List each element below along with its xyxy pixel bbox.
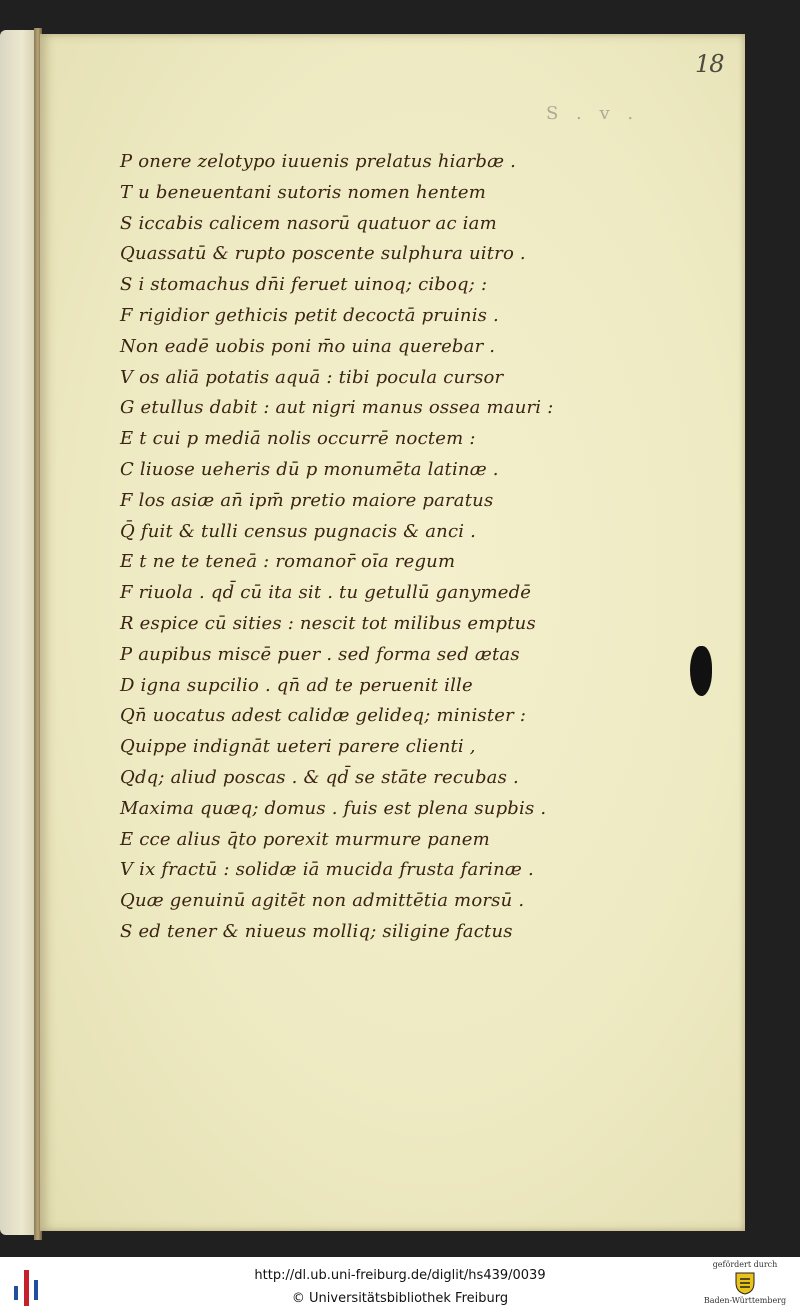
verse-line: Q̄ fuit & tulli census pugnacis & anci . (120, 520, 477, 542)
verse-line: P onere zelotypo iuuenis prelatus hiarbæ . (120, 151, 517, 172)
sponsor-block[interactable] (695, 1260, 795, 1314)
verse-line: Maxima quæq; domus . fuis est plena supbis . (120, 797, 547, 819)
verse-line: G etullus dabit : aut nigri manus ossea mauri : (120, 397, 554, 419)
sponsor-name: Baden-Württemberg (703, 1296, 787, 1305)
permalink-url[interactable]: http://dl.ub.uni-freiburg.de/diglit/hs439/0039 (254, 1268, 546, 1283)
verse-line: S ed tener & niueus molliq; siligine factus (120, 920, 513, 942)
verse-line: S i stomachus dn̄i feruet uinoq; ciboq; : (120, 274, 488, 296)
verse-line: P aupibus miscē puer . sed forma sed ætas (120, 643, 520, 665)
sponsor-label: gefördert durch (712, 1260, 778, 1269)
verse-line: Qdq; aliud poscas . & qd̄ se stāte recubas . (120, 766, 519, 788)
verse-line: E t cui p mediā nolis occurrē noctem : (120, 428, 476, 450)
verse-line: Non eadē uobis poni m̄o uina querebar . (120, 335, 496, 357)
verse-line: S iccabis calicem nasorū quatuor ac iam (120, 212, 497, 234)
quire-mark: S . v . (546, 103, 640, 124)
verse-line: Quæ genuinū agitēt non admittētia morsū . (120, 890, 525, 912)
parchment-hole (690, 646, 712, 696)
verse-line: R espice cū sities : nescit tot milibus emptus (120, 612, 536, 634)
baden-wuerttemberg-crest-icon (734, 1271, 756, 1295)
verse-line: E cce alius q̄to porexit murmure panem (120, 828, 490, 850)
verse-line: C liuose ueheris dū p monumēta latinæ . (120, 458, 499, 480)
verse-line: Qn̄ uocatus adest calidæ gelideq; minister : (120, 705, 527, 727)
verse-line: Quippe indignāt ueteri parere clienti , (120, 736, 476, 758)
folio-number: 18 (695, 50, 724, 78)
verse-line: F los asiæ an̄ ipm̄ pretio maiore paratus (120, 489, 494, 511)
manuscript-text-block (120, 147, 680, 948)
verse-line: T u beneuentani sutoris nomen hentem (120, 181, 487, 203)
verse-line: V os aliā potatis aquā : tibi pocula cursor (120, 366, 504, 388)
verse-line: E t ne te teneā : romanor̄ oīa regum (120, 551, 456, 573)
verse-line: F riuola . qd̄ cū ita sit . tu getullū ganymedē (120, 582, 532, 604)
verse-line: Quassatū & rupto poscente sulphura uitro . (120, 243, 526, 265)
copyright-notice: © Universitätsbibliothek Freiburg (291, 1291, 509, 1306)
verse-line: V ix fractū : solidæ iā mucida frusta farinæ . (120, 859, 534, 881)
verse-line: F rigidior gethicis petit decoctā pruinis . (120, 304, 499, 326)
verse-line: D igna supcilio . qn̄ ad te peruenit ille (120, 674, 473, 696)
footer-bar (0, 1257, 800, 1314)
